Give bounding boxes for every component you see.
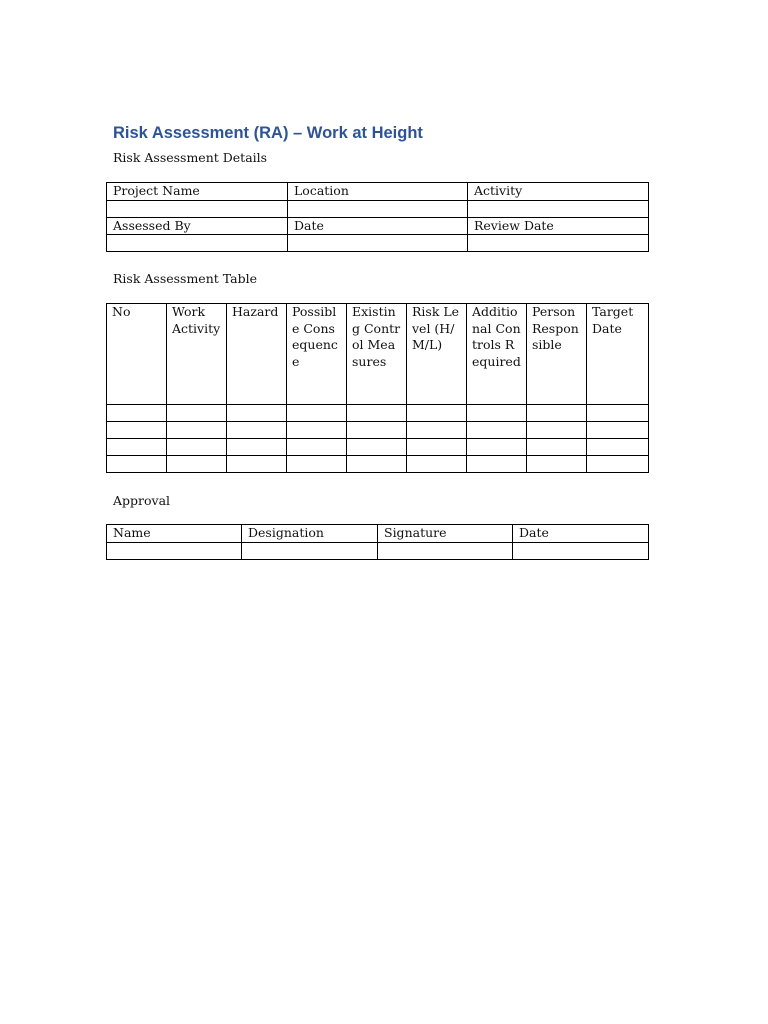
cell[interactable] — [467, 456, 527, 473]
col-risk-level: Risk Level (H/M/L) — [407, 304, 467, 405]
cell[interactable] — [227, 405, 287, 422]
cell[interactable] — [407, 439, 467, 456]
cell[interactable] — [407, 456, 467, 473]
approval-name-label: Name — [107, 525, 242, 543]
col-existing-control-measures: Existing Control Measures — [347, 304, 407, 405]
details-header-row — [107, 217, 649, 235]
cell[interactable] — [347, 456, 407, 473]
cell[interactable] — [527, 439, 587, 456]
cell[interactable] — [587, 422, 649, 439]
details-input-row[interactable] — [107, 235, 649, 252]
cell[interactable] — [527, 422, 587, 439]
risk-assessment-table — [106, 303, 649, 473]
project-name-label: Project Name — [107, 183, 288, 201]
details-table — [106, 182, 649, 252]
cell[interactable] — [107, 422, 167, 439]
activity-label: Activity — [468, 183, 649, 201]
cell[interactable] — [227, 456, 287, 473]
table-row[interactable] — [107, 422, 649, 439]
table-row[interactable] — [107, 439, 649, 456]
assessed-by-field[interactable] — [107, 235, 288, 252]
review-date-field[interactable] — [468, 235, 649, 252]
ra-table-heading: Risk Assessment Table — [113, 271, 257, 286]
cell[interactable] — [227, 439, 287, 456]
document-title: Risk Assessment (RA) – Work at Height — [113, 124, 423, 142]
approval-date-label: Date — [513, 525, 649, 543]
col-person-responsible: Person Responsible — [527, 304, 587, 405]
approval-name-field[interactable] — [107, 542, 242, 559]
col-target-date: Target Date — [587, 304, 649, 405]
cell[interactable] — [467, 405, 527, 422]
col-possible-consequence: Possible Consequence — [287, 304, 347, 405]
cell[interactable] — [287, 405, 347, 422]
cell[interactable] — [467, 422, 527, 439]
table-row[interactable] — [107, 405, 649, 422]
approval-input-row[interactable] — [107, 542, 649, 559]
cell[interactable] — [527, 405, 587, 422]
cell[interactable] — [467, 439, 527, 456]
approval-heading: Approval — [113, 493, 171, 508]
activity-field[interactable] — [468, 200, 649, 217]
location-label: Location — [288, 183, 468, 201]
col-hazard: Hazard — [227, 304, 287, 405]
cell[interactable] — [107, 405, 167, 422]
assessed-by-label: Assessed By — [107, 217, 288, 235]
approval-signature-field[interactable] — [378, 542, 513, 559]
date-field[interactable] — [288, 235, 468, 252]
cell[interactable] — [227, 422, 287, 439]
cell[interactable] — [407, 422, 467, 439]
cell[interactable] — [347, 422, 407, 439]
cell[interactable] — [167, 405, 227, 422]
approval-signature-label: Signature — [378, 525, 513, 543]
cell[interactable] — [107, 456, 167, 473]
cell[interactable] — [587, 405, 649, 422]
cell[interactable] — [347, 439, 407, 456]
cell[interactable] — [287, 439, 347, 456]
table-row[interactable] — [107, 456, 649, 473]
cell[interactable] — [347, 405, 407, 422]
cell[interactable] — [527, 456, 587, 473]
details-input-row[interactable] — [107, 200, 649, 217]
date-label: Date — [288, 217, 468, 235]
cell[interactable] — [167, 422, 227, 439]
col-no: No — [107, 304, 167, 405]
col-additional-controls: Additional Controls Required — [467, 304, 527, 405]
details-heading: Risk Assessment Details — [113, 150, 268, 165]
cell[interactable] — [407, 405, 467, 422]
approval-table — [106, 524, 649, 560]
ra-header-row — [107, 304, 649, 405]
project-name-field[interactable] — [107, 200, 288, 217]
approval-header-row — [107, 525, 649, 543]
approval-date-field[interactable] — [513, 542, 649, 559]
col-work-activity: Work Activity — [167, 304, 227, 405]
cell[interactable] — [287, 422, 347, 439]
cell[interactable] — [167, 439, 227, 456]
cell[interactable] — [167, 456, 227, 473]
cell[interactable] — [587, 439, 649, 456]
approval-designation-label: Designation — [242, 525, 378, 543]
location-field[interactable] — [288, 200, 468, 217]
cell[interactable] — [107, 439, 167, 456]
details-header-row — [107, 183, 649, 201]
review-date-label: Review Date — [468, 217, 649, 235]
cell[interactable] — [287, 456, 347, 473]
cell[interactable] — [587, 456, 649, 473]
approval-designation-field[interactable] — [242, 542, 378, 559]
